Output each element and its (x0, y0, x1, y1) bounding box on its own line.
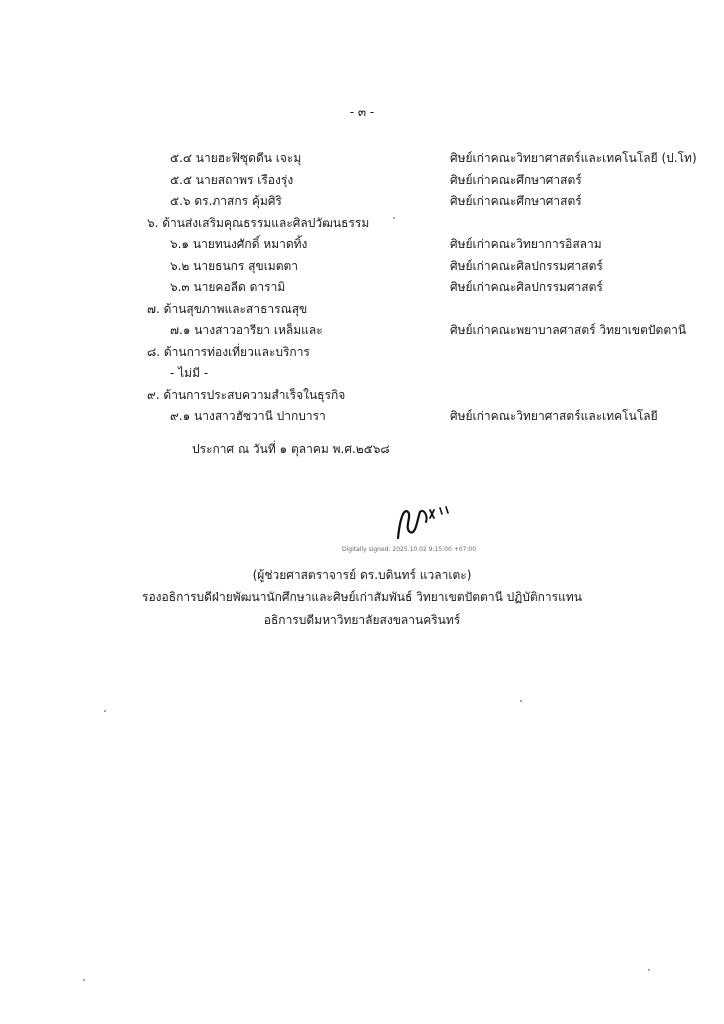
awardee-name: ๖.๓ นายคอลีด ดารามิ (170, 280, 286, 294)
scan-speck (648, 969, 650, 971)
signer-position-line-2: อธิการบดีมหาวิทยาลัยสงขลานครินทร์ (263, 613, 461, 627)
scan-speck (393, 217, 395, 219)
awardee-affiliation: ศิษย์เก่าคณะวิทยาศาสตร์และเทคโนโลยี (ป.โท) (450, 151, 697, 165)
awardee-name: ๖.๑ นายทนงศักดิ์ หมาดทิ้ง (170, 237, 308, 251)
awardee-affiliation: ศิษย์เก่าคณะศึกษาศาสตร์ (450, 194, 582, 208)
awardee-name: ๕.๖ ดร.ภาสกร คุ้มศิริ (170, 194, 282, 208)
scan-speck (104, 710, 106, 712)
awardee-name: ๖.๒ นายธนกร สุขเมตตา (170, 259, 299, 273)
announcement-date: ประกาศ ณ วันที่ ๑ ตุลาคม พ.ศ.๒๕๖๘ (192, 442, 390, 456)
scan-speck (83, 979, 85, 981)
awardee-affiliation: ศิษย์เก่าคณะศิลปกรรมศาสตร์ (450, 280, 603, 294)
scan-speck (520, 700, 522, 702)
awardee-name: ๙.๑ นางสาวฮัซวานี ปากบารา (170, 409, 326, 423)
signature-block (330, 498, 530, 558)
awardee-name: ๕.๔ นายฮะฟิซุดดีน เจะมุ (170, 151, 302, 165)
awardee-affiliation: ศิษย์เก่าคณะวิทยาศาสตร์และเทคโนโลยี (450, 409, 658, 423)
awardee-affiliation: ศิษย์เก่าคณะศิลปกรรมศาสตร์ (450, 259, 603, 273)
category-heading: ๙. ด้านการประสบความสำเร็จในธุรกิจ (147, 388, 346, 402)
awardee-affiliation: ศิษย์เก่าคณะศึกษาศาสตร์ (450, 173, 582, 187)
awardee-name: ๕.๕ นายสถาพร เรืองรุ่ง (170, 173, 294, 187)
category-heading: ๗. ด้านสุขภาพและสาธารณสุข (147, 302, 308, 316)
page-number: - ๓ - (349, 105, 375, 119)
category-heading: ๖. ด้านส่งเสริมคุณธรรมและศิลปวัฒนธรรม (147, 216, 370, 230)
signer-name: (ผู้ช่วยศาสตราจารย์ ดร.บดินทร์ แวลาเตะ) (252, 568, 472, 582)
digital-signature-stamp: Digitally signed: 2025.10.02 9:15:00 +07:00 (342, 546, 477, 553)
awardee-name: ๗.๑ นางสาวอารียา เหล็มและ (170, 323, 323, 337)
awardee-affiliation: ศิษย์เก่าคณะพยาบาลศาสตร์ วิทยาเขตปัตตานี (450, 323, 687, 337)
no-entry-text: - ไม่มี - (170, 366, 209, 380)
handwritten-signature (390, 498, 460, 546)
awardee-affiliation: ศิษย์เก่าคณะวิทยาการอิสลาม (450, 237, 602, 251)
signer-position-line-1: รองอธิการบดีฝ่ายพัฒนานักศึกษาและศิษย์เก่าสัมพันธ์ วิทยาเขตปัตตานี ปฏิบัติการแทน (142, 590, 582, 604)
category-heading: ๘. ด้านการท่องเที่ยวและบริการ (147, 345, 310, 359)
